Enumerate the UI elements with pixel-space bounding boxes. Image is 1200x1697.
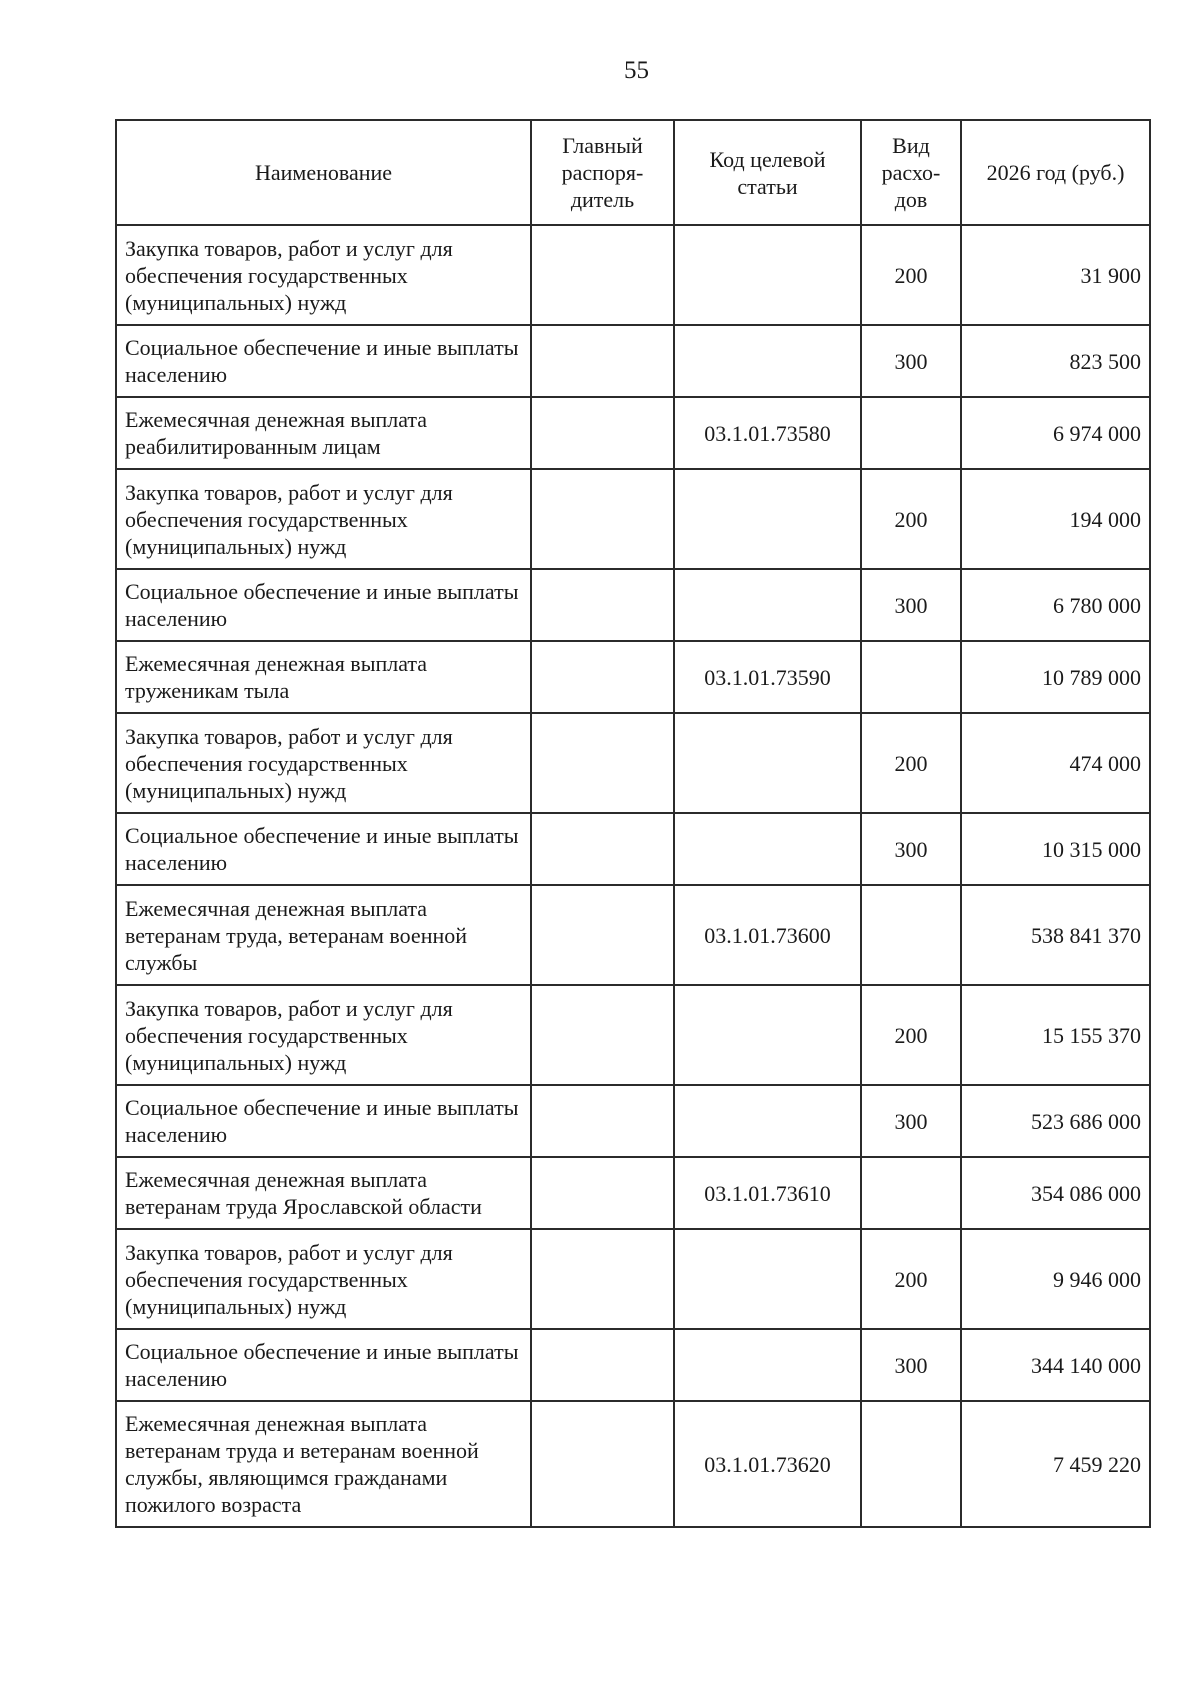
cell-name: Ежемесячная денежная выплата труженикам тыла — [116, 641, 531, 713]
cell-amount: 7 459 220 — [961, 1401, 1150, 1527]
table-row — [116, 885, 1150, 985]
cell-main — [531, 713, 674, 813]
cell-main — [531, 325, 674, 397]
cell-kind — [861, 1157, 961, 1229]
cell-name: Закупка товаров, работ и услуг для обеспечения государственных (муниципальных) нужд — [116, 1229, 531, 1329]
page-number: 55 — [624, 57, 649, 84]
table-row — [116, 713, 1150, 813]
cell-kind: 300 — [861, 1329, 961, 1401]
cell-amount: 474 000 — [961, 713, 1150, 813]
header-row — [116, 120, 1150, 225]
cell-main — [531, 641, 674, 713]
cell-code — [674, 985, 861, 1085]
table-row — [116, 569, 1150, 641]
cell-code — [674, 1229, 861, 1329]
cell-amount: 823 500 — [961, 325, 1150, 397]
table-row — [116, 1229, 1150, 1329]
cell-main — [531, 569, 674, 641]
cell-main — [531, 469, 674, 569]
cell-kind: 200 — [861, 985, 961, 1085]
cell-amount: 6 974 000 — [961, 397, 1150, 469]
table-row — [116, 1157, 1150, 1229]
cell-amount: 9 946 000 — [961, 1229, 1150, 1329]
budget-table — [115, 119, 1151, 1528]
cell-code — [674, 569, 861, 641]
table-row — [116, 813, 1150, 885]
cell-main — [531, 813, 674, 885]
cell-name: Закупка товаров, работ и услуг для обеспечения государственных (муниципальных) нужд — [116, 985, 531, 1085]
cell-kind — [861, 397, 961, 469]
cell-amount: 10 789 000 — [961, 641, 1150, 713]
header-main-manager: Главный распоря-дитель — [531, 120, 674, 225]
cell-main — [531, 1229, 674, 1329]
cell-name: Социальное обеспечение и иные выплаты населению — [116, 325, 531, 397]
cell-main — [531, 1157, 674, 1229]
table-row — [116, 1329, 1150, 1401]
table-row — [116, 397, 1150, 469]
cell-code: 03.1.01.73580 — [674, 397, 861, 469]
cell-main — [531, 397, 674, 469]
cell-name: Ежемесячная денежная выплата ветеранам труда и ветеранам военной службы, являющимся гражданами пожилого возраста — [116, 1401, 531, 1527]
cell-kind: 300 — [861, 813, 961, 885]
table-row — [116, 641, 1150, 713]
cell-code — [674, 225, 861, 325]
cell-kind: 200 — [861, 225, 961, 325]
cell-amount: 6 780 000 — [961, 569, 1150, 641]
cell-name: Ежемесячная денежная выплата ветеранам труда Ярославской области — [116, 1157, 531, 1229]
cell-name: Закупка товаров, работ и услуг для обеспечения государственных (муниципальных) нужд — [116, 225, 531, 325]
header-target-code: Код целевой статьи — [674, 120, 861, 225]
cell-amount: 15 155 370 — [961, 985, 1150, 1085]
cell-kind — [861, 885, 961, 985]
table-row — [116, 985, 1150, 1085]
cell-amount: 31 900 — [961, 225, 1150, 325]
cell-kind: 200 — [861, 713, 961, 813]
table-row — [116, 225, 1150, 325]
cell-kind: 300 — [861, 325, 961, 397]
cell-kind: 200 — [861, 469, 961, 569]
cell-amount: 354 086 000 — [961, 1157, 1150, 1229]
table-row — [116, 325, 1150, 397]
cell-main — [531, 225, 674, 325]
cell-name: Социальное обеспечение и иные выплаты населению — [116, 569, 531, 641]
cell-code: 03.1.01.73590 — [674, 641, 861, 713]
cell-code: 03.1.01.73600 — [674, 885, 861, 985]
table-row — [116, 469, 1150, 569]
cell-main — [531, 985, 674, 1085]
cell-kind: 300 — [861, 1085, 961, 1157]
cell-code: 03.1.01.73610 — [674, 1157, 861, 1229]
cell-main — [531, 1401, 674, 1527]
cell-amount: 10 315 000 — [961, 813, 1150, 885]
cell-amount: 523 686 000 — [961, 1085, 1150, 1157]
cell-kind — [861, 641, 961, 713]
cell-code — [674, 469, 861, 569]
cell-kind: 200 — [861, 1229, 961, 1329]
cell-name: Социальное обеспечение и иные выплаты населению — [116, 813, 531, 885]
header-expense-kind: Вид расхо-дов — [861, 120, 961, 225]
cell-amount: 344 140 000 — [961, 1329, 1150, 1401]
cell-kind: 300 — [861, 569, 961, 641]
cell-code — [674, 713, 861, 813]
cell-code — [674, 1085, 861, 1157]
cell-main — [531, 885, 674, 985]
cell-name: Социальное обеспечение и иные выплаты населению — [116, 1085, 531, 1157]
cell-amount: 538 841 370 — [961, 885, 1150, 985]
cell-name: Ежемесячная денежная выплата ветеранам труда, ветеранам военной службы — [116, 885, 531, 985]
table-row — [116, 1085, 1150, 1157]
header-name: Наименование — [116, 120, 531, 225]
cell-code — [674, 1329, 861, 1401]
cell-code — [674, 325, 861, 397]
cell-name: Закупка товаров, работ и услуг для обеспечения государственных (муниципальных) нужд — [116, 713, 531, 813]
cell-amount: 194 000 — [961, 469, 1150, 569]
cell-code — [674, 813, 861, 885]
cell-name: Социальное обеспечение и иные выплаты населению — [116, 1329, 531, 1401]
cell-name: Закупка товаров, работ и услуг для обеспечения государственных (муниципальных) нужд — [116, 469, 531, 569]
cell-name: Ежемесячная денежная выплата реабилитированным лицам — [116, 397, 531, 469]
cell-code: 03.1.01.73620 — [674, 1401, 861, 1527]
table-body — [116, 225, 1150, 1527]
cell-main — [531, 1329, 674, 1401]
table-header — [116, 120, 1150, 225]
table-row — [116, 1401, 1150, 1527]
header-amount-2026: 2026 год (руб.) — [961, 120, 1150, 225]
cell-kind — [861, 1401, 961, 1527]
cell-main — [531, 1085, 674, 1157]
